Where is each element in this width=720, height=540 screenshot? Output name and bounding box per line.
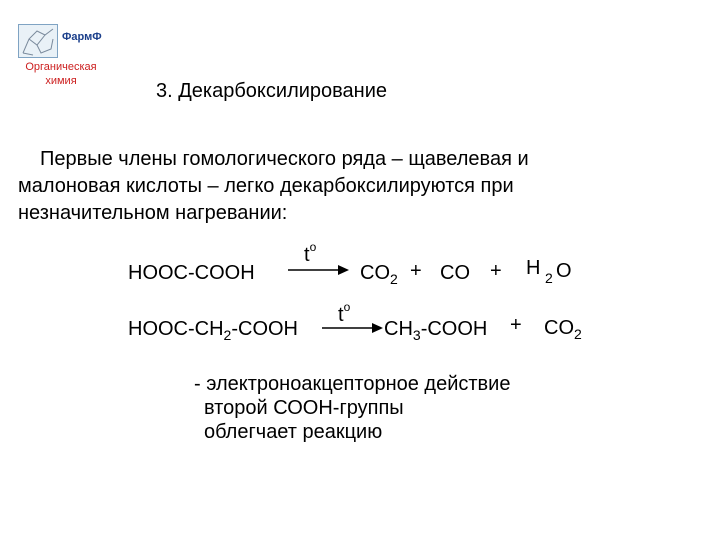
- r2-product: $CH_3$-COOH: [384, 318, 488, 343]
- r1-h2o-o: O: [556, 260, 572, 282]
- reaction-arrow-icon: [288, 264, 350, 276]
- r1-h2o-h: H: [526, 257, 541, 279]
- note-line-2: второй СООН-группы: [204, 397, 404, 419]
- logo-text: ФармФ: [62, 31, 102, 43]
- r1-h2o-sub: 2: [545, 270, 553, 286]
- r1-plus-1: +: [410, 260, 422, 282]
- explanatory-note: [194, 372, 510, 444]
- intro-text: Первые члены гомологического ряда – щавелевая и малоновая кислоты – легко декарбоксилируются при незначительном нагревании:: [18, 148, 529, 224]
- r1-condition: $t^o$: [304, 240, 317, 266]
- r1-co: CO: [440, 262, 470, 284]
- r2-condition: $t^o$: [338, 300, 351, 326]
- reaction-arrow-icon: [322, 322, 384, 334]
- r1-co2: $CO_2$: [360, 262, 398, 287]
- slide-title: 3. Декарбоксилирование: [156, 80, 388, 102]
- r2-reactant: HOOC-$CH_2$-COOH: [128, 318, 299, 343]
- r1-reactant: HOOC-COOH: [128, 262, 255, 284]
- r2-co2: $CO_2$: [544, 317, 582, 342]
- department-line-2: химия: [45, 75, 77, 87]
- note-line-3: облегчает реакцию: [204, 421, 383, 443]
- r1-plus-2: +: [490, 260, 502, 282]
- intro-paragraph: [18, 146, 628, 227]
- department-label: [6, 60, 116, 88]
- department-line-1: Органическая: [25, 61, 97, 73]
- molecule-logo-icon: [18, 24, 58, 58]
- note-line-1: - электроноакцепторное действие: [194, 373, 511, 395]
- r2-plus: +: [510, 314, 522, 336]
